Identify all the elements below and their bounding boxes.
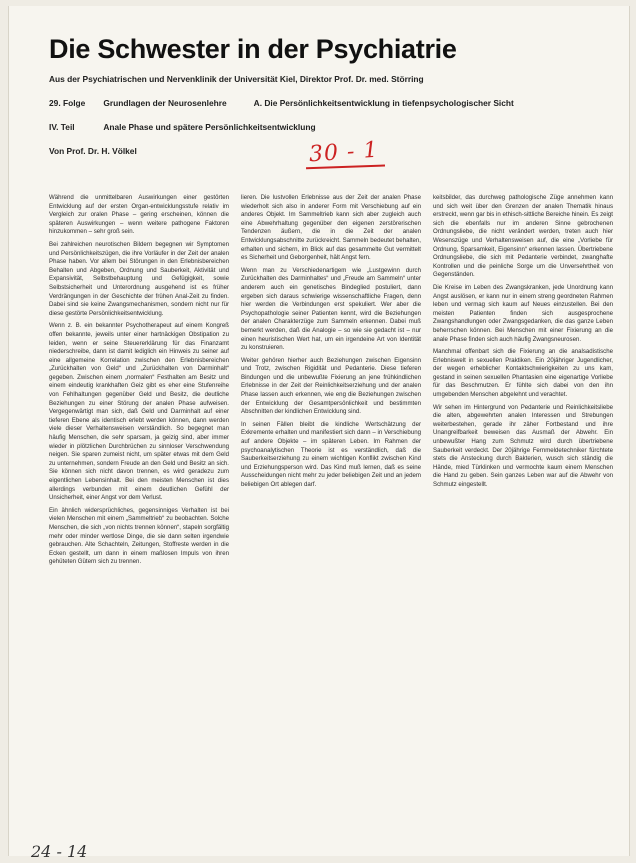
series-section: A. Die Persönlichkeitsentwicklung in tiefenpsychologischer Sicht bbox=[253, 98, 514, 108]
text-column-2 bbox=[241, 194, 421, 842]
series-part-2: IV. Teil bbox=[49, 122, 75, 132]
series-row-1 bbox=[49, 98, 514, 108]
magazine-page bbox=[8, 6, 630, 861]
paragraph: keitsbilder, das durchweg pathologische Züge annehmen kann und sich weit über den Grenzen der analen Thematik hinaus erstreckt, wenn gar bis in ethisch-sittliche Bereiche hinein. Es zeigt sich die ebenfalls nur im anderen Sinne gebrochenen Ordnungsliebe, die nicht verändert werden, treten auch hier Wesenszüge und Verhaltensweisen auf, die eine „Vorliebe für Ordnung, Sparsamkeit, Eigensinn“ erkennen lassen. Übertriebene Ordnungsliebe, die sich mit Pedanterie verbindet, zwanghafte Kontrollen und die peinliche Sorge um die Unversehrtheit von Gegenständen. bbox=[433, 194, 613, 279]
series-row-2 bbox=[49, 122, 316, 132]
paragraph: Wenn z. B. ein bekannter Psychotherapeut auf einem Kongreß offen bekannte, jeweils unter einer hartnäckigen Obstipation zu leiden, wenn er seine Steuererklärung für das Finanzamt niederschreibe, dann ist damit lediglich ein Hinweis zu seiner auf eine allgemeine Korrelation zwischen den Erlebnisbereichen „Zurückhalten von Geld“ und „Zurückhalten von Darminhalt“ gegeben. Zwischen einem „normalen“ Festhalten am Besitz und einem eindeutig krankhaften Geiz gibt es eher eine Stufenreihe von Fehlhaltungen gegenüber Geld und Besitz, die deutliche Beziehungen zu einer Störung der analen Phase aufweisen. Vergegenwärtigt man sich, daß Geld und Darminhalt auf einer tieferen Ebene als identisch erlebt werden können, dann werden viele dieser Verhaltensweisen verständlich. So begegnet man häufig Menschen, die sehr sparsam, ja geizig sind, aber immer wieder in plötzlichen Durchbrüchen zu sinnloser Verschwendung neigen. Sie sparen zumeist nicht, um später etwas mit dem Geld zu unternehmen, sondern Freude an den Geld und Besitz an sich. Sie können sich nicht davon trennen, es wird geradezu zum eigentlichen Lebensinhalt. Bei den meisten Menschen ist dies allerdings verbunden mit einem deutlichen Gefühl der Unsicherheit, einer Angst vor dem Verlust. bbox=[49, 322, 229, 502]
article-subtitle: Aus der Psychiatrischen und Nervenklinik der Universität Kiel, Direktor Prof. Dr. med. Störring bbox=[49, 74, 424, 84]
text-column-3 bbox=[433, 194, 613, 842]
article-author: Von Prof. Dr. H. Völkel bbox=[49, 146, 137, 156]
article-title: Die Schwester in der Psychiatrie bbox=[49, 34, 457, 64]
article-body bbox=[49, 194, 613, 842]
text-column-1 bbox=[49, 194, 229, 842]
paragraph: Während die unmittelbaren Auswirkungen einer gestörten Entwicklung auf der ersten Organ-entwicklungsstufe relativ im Vergleich zur oralen Phase – gering erscheinen, können die späteren Auswirkungen – wenn weitere pathogene Faktoren hinzukommen – sehr groß sein. bbox=[49, 194, 229, 236]
paragraph: Weiter gehören hierher auch Beziehungen zwischen Eigensinn und Trotz, zwischen Rigidität und Pedanterie. Diese tieferen Bindungen und die unbewußte Fixierung an jene frühkindlichen Erlebnisse in der Zeit der Reinlichkeitserziehung und der analen Phase lassen auch erkennen, wie eng die Beziehungen zwischen der Entwicklung der Gesamtpersönlichkeit und bestimmten Abschnitten der kindlichen Entwicklung sind. bbox=[241, 356, 421, 416]
paragraph: In seinen Fällen bleibt die kindliche Wertschätzung der Exkremente erhalten und manifestiert sich dann – in Verschiebung auf andere Objekte – im späteren Leben. Im Rahmen der psychoanalytischen Theorie ist es verständlich, daß die Sauberkeitserziehung zu einem wichtigen Konflikt zwischen Kind und Erziehungsperson wird. Das Kind muß lernen, daß es seine Ausscheidungen nicht mehr zu jeder beliebigen Zeit und an jedem beliebigen Ort ablegen darf. bbox=[241, 420, 421, 488]
paragraph: Manchmal offenbart sich die Fixierung an die analsadistische Erlebniswelt in sexuellen Praktiken. Ein 20jähriger Jugendlicher, der wegen erheblicher Kontaktschwierigkeiten zu uns kam, gestand in seinen sexuellen Phantasien eine eigenartige Vorliebe für das Beschmutzen. Er fühlte sich dabei von den ihn umgebenden Menschen abgelehnt und verachtet. bbox=[433, 348, 613, 399]
series-part: 29. Folge bbox=[49, 98, 86, 108]
handwritten-page-number: 24 - 14 bbox=[31, 842, 88, 861]
handwritten-annotation: 30 - 1 bbox=[308, 137, 380, 168]
series-topic: Grundlagen der Neurosenlehre bbox=[103, 98, 227, 108]
paragraph: lieren. Die lustvollen Erlebnisse aus der Zeit der analen Phase wiederholt sich also in anderer Form mit Verschiebung auf ein anderes Objekt. Im Sammeltrieb kann sich aber zugleich auch eine Abwehrhaltung gegenüber den eigenen zerstörerischen Tendenzen äußern, die in die Zeit der analen Entwicklungsabschnitte zurückreicht. Sammeln bedeutet behalten, erhalten und sichern, im Blick auf das gesammelte Gut vermittelt es Sicherheit und Geborgenheit, hält Angst fern. bbox=[241, 194, 421, 262]
paragraph: Bei zahlreichen neurotischen Bildern begegnen wir Symptomen und Persönlichkeitszügen, die ihre Vorläufer in der Zeit der analen Phase haben. Vor allem bei Störungen in den Erlebnisbereichen Behalten und Abgeben, Ordnung und Sauberkeit, Aktivität und Expansivität, Selbstbehauptung und Gefügigkeit, sowie Selbstsicherheit und Unterordnung ausgehend ist es früher Verdrängungen in der Geschichte der frühen Anal-Zeit zu finden. Dabei sind sie keine Zwangsmechanismen, sondern nicht nur für diese gestörte Persönlichkeitsentwicklung. bbox=[49, 240, 229, 317]
paragraph: Wir sehen im Hintergrund von Pedanterie und Reinlichkeitsliebe die alten, abgewehrten analen Interessen und Strebungen weiterbestehen, gerade ihr zäher Fortbestand und ihre Unangreifbarkeit beweisen das Ausmaß der Abwehr. Ein unbewußter Hang zum Schmutz wird durch übertriebene Sauberkeit verdeckt. Der 20jährige Fernmeldetechniker fürchtete stets die Ansteckung durch Bakterien, wusch sich ständig die Hände, mied Türklinken und vermochte kaum einem Menschen die Hand zu geben. Sein ganzes Leben war auf die Abwehr von Schmutz eingestellt. bbox=[433, 403, 613, 488]
paragraph: Ein ähnlich widersprüchliches, gegensinniges Verhalten ist bei vielen Menschen mit einem „Sammeltrieb“ zu beobachten. Solche Menschen, die sich „von nichts trennen können“, stapeln sorgfältig mehr oder minder wertlose Dinge, die sie dann selten irgendwie gebrauchen. Alte Schachteln, Zeitungen, Stoffreste werden in die Ecken gestellt, um dann in einem maßlosen Impuls von ihren gehüteten Gütern sich zu trennen. bbox=[49, 506, 229, 566]
series-topic-2: Anale Phase und spätere Persönlichkeitsentwicklung bbox=[103, 122, 316, 132]
paragraph: Wenn man zu Verschiedenartigem wie „Lustgewinn durch Zurückhalten des Darminhaltes“ und „Freude am Sammeln“ unter anderem auch ein genetisches Bindeglied postuliert, dann ergeben sich daraus schwierige wissenschaftliche Fragen, denn hier werden die Verbindungen erst spekuliert. Wer aber die Psychopathologie seiner Patienten kennt, wird die Beziehungen der analen Charakterzüge zum Sammeln erkennen. Dabei muß bemerkt werden, daß die Analogie – so wie sie gedacht ist – nur einen heuristischen Wert hat, um ein irgendeine Art von Identität zu konstruieren. bbox=[241, 266, 421, 352]
paragraph: Die Kreise im Leben des Zwangskranken, jede Unordnung kann Angst auslösen, er kann nur in einem streng geordneten Rahmen leben und vermag sich kaum auf Neues einzustellen. Bei den meisten Patienten finden sich ausgesprochene Zwangshandlungen oder Zwangsgedanken, die das ganze Leben beherrschen können. Bei Menschen mit einer Fixierung an die anale Phase finden sich auch häufig Zwangsneurosen. bbox=[433, 283, 613, 343]
